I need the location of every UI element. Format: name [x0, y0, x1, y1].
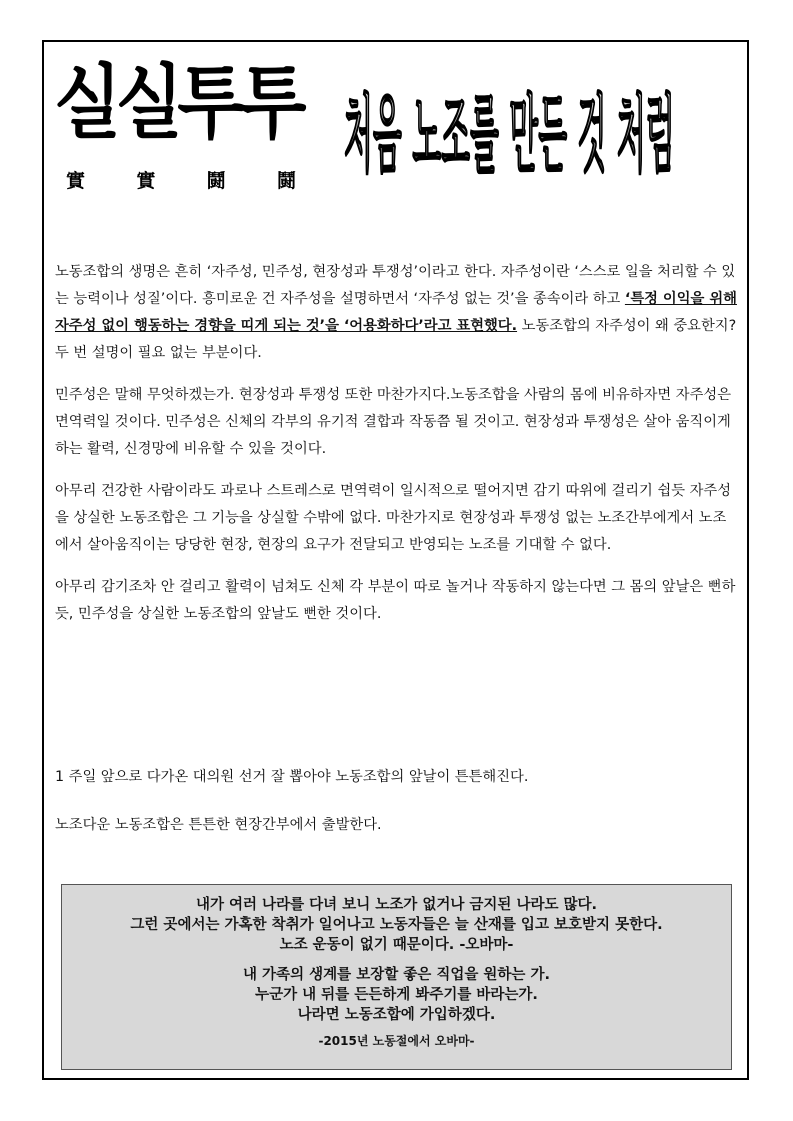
paragraph-3: 아무리 건강한 사람이라도 과로나 스트레스로 면역력이 일시적으로 떨어지면 감기 따위에 걸리기 쉽듯 자주성을 상실한 노동조합은 그 기능을 상실할 수밖에 없다. 마찬가지로 현장성과 투쟁성 없는 노조간부에게서 노조에서 살아움직이는 당당한 현장, 현장의 요구가 전달되고 반영되는 노조를 기대할 수 없다.	[55, 483, 732, 553]
logo-hanja-2: 實	[136, 170, 156, 192]
quote-line: 노조 운동이 없기 때문이다. -오바마-	[279, 937, 514, 953]
quote-line: 나라면 노동조합에 가입하겠다.	[297, 1007, 496, 1023]
logo-hanja-3: 鬪	[206, 170, 226, 192]
cadre-note: 노조다운 노동조합은 튼튼한 현장간부에서 출발한다.	[55, 817, 382, 833]
logo-title: 실실투투	[54, 55, 301, 151]
article-headline	[340, 72, 740, 212]
paragraph-1-part-b: 노동조합의 자주성이 왜 중요한지? 두 번 설명이 필요 없는 부분이다.	[55, 318, 737, 361]
quote-line: 내 가족의 생계를 보장할 좋은 직업을 원하는 가.	[243, 967, 550, 983]
quote-line: 내가 여러 나라를 다녀 보니 노조가 없거나 금지된 나라도 많다.	[195, 897, 598, 913]
newsletter-logo	[54, 55, 301, 192]
logo-hanja-4: 鬪	[276, 170, 296, 192]
paragraph-1-part-a: 노동조합의 생명은 흔히 ‘자주성, 민주성, 현장성과 투쟁성’이라고 한다. 자주성이란 ‘스스로 일을 처리할 수 있는 능력이나 성질’이다. 흥미로운 건 자주성을 설명하면서 ‘자주성 없는 것’을 종속이라 하고	[55, 264, 736, 307]
article-body	[55, 259, 739, 643]
logo-hanja	[66, 166, 296, 193]
paragraph-1	[55, 259, 739, 367]
paragraph-1-emphasis: ‘특정 이익을 위해 자주성 없이 행동하는 경향을 띠게 되는 것’을 ‘어용화하다’라고 표현했다.	[55, 291, 737, 334]
logo-hanja-1: 實	[66, 170, 86, 192]
obama-quote-box	[61, 884, 732, 1070]
paragraph-2: 민주성은 말해 무엇하겠는가. 현장성과 투쟁성 또한 마찬가지다.노동조합을 사람의 몸에 비유하자면 자주성은 면역력일 것이다. 민주성은 신체의 각부의 유기적 결합과 작동쯤 될 것이고. 현장성과 투쟁성은 살아 움직이게 하는 활력, 신경망에 비유할 수 있을 것이다.	[55, 387, 732, 457]
quote-line: 그런 곳에서는 가혹한 착취가 일어나고 노동자들은 늘 산재를 입고 보호받지 못한다.	[130, 917, 663, 933]
quote-source: -2015년 노동절에서 오바마-	[318, 1034, 475, 1048]
quote-line: 누군가 내 뒤를 든든하게 봐주기를 바라는가.	[255, 987, 538, 1003]
paragraph-4: 아무리 감기조차 안 걸리고 활력이 넘쳐도 신체 각 부분이 따로 놀거나 작동하지 않는다면 그 몸의 앞날은 뻔하듯, 민주성을 상실한 노동조합의 앞날도 뻔한 것이다.	[55, 579, 736, 622]
headline-text: 처음 노조를 만든 것 처럼	[344, 86, 675, 186]
election-note: 1 주일 앞으로 다가온 대의원 선거 잘 뽑아야 노동조합의 앞날이 튼튼해진다.	[55, 769, 529, 785]
quote-spacer	[62, 955, 731, 965]
